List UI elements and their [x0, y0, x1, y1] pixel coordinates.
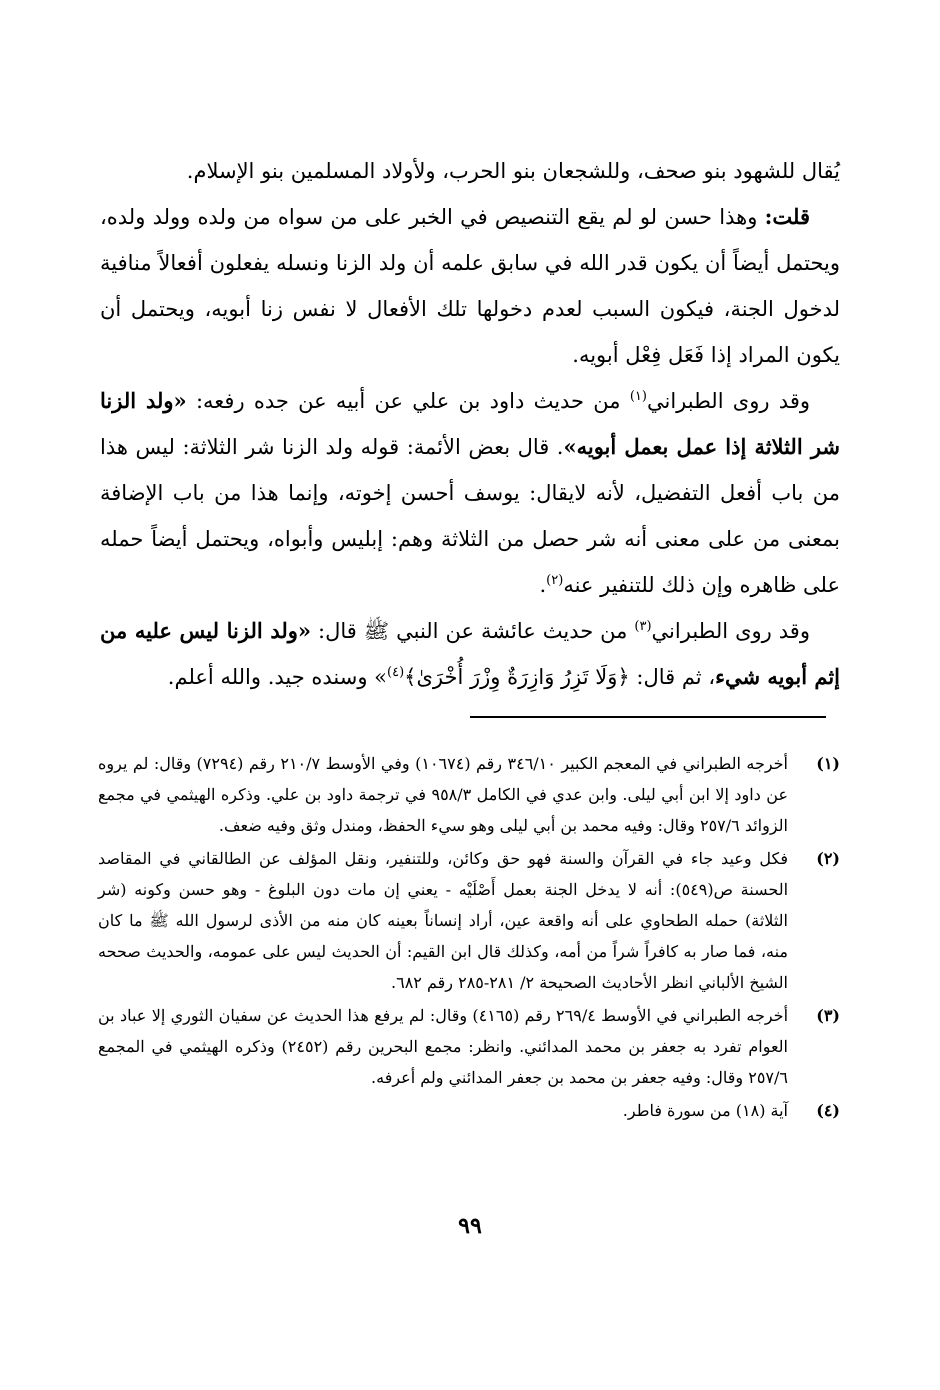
- footnotes: [98, 748, 840, 1128]
- paragraph-2: [100, 194, 840, 378]
- footnote-separator: [470, 716, 826, 718]
- paragraph-3-commentary: . قال بعض الأئمة: قوله ولد الزنا شر الثلاثة: ليس هذا من باب أفعل التفضيل، لأنه لايقال: يوسف أحسن إخوته، وإنما هذا من باب الإضافة بمعنى من على معنى أنه شر حصل من الثلاثة وهم: إبليس وأبواه، ويحتمل أيضاً حمله على ظاهره وإن ذلك للتنفير عنه: [100, 435, 840, 597]
- footnote-ref-3[interactable]: (٣): [634, 619, 652, 634]
- footnote-text: أخرجه الطبراني في الأوسط ٢٦٩/٤ رقم (٤١٦٥) وقال: لم يرفع هذا الحديث عن سفيان الثوري إلا عباد بن العوام تفرد به جعفر بن محمد المدائني. وانظر: مجمع البحرين رقم (٢٤٥٢) وذكره الهيثمي في المجمع ٢٥٧/٦ وقال: وفيه جعفر بن محمد بن جعفر المدائني ولم أعرفه.: [98, 1006, 789, 1087]
- paragraph-4-intro: وقد روى الطبراني: [651, 619, 810, 643]
- main-text-body: [100, 148, 840, 700]
- footnote-text: آية (١٨) من سورة فاطر.: [622, 1101, 788, 1120]
- footnote-1: [98, 748, 840, 841]
- footnote-2: [98, 843, 840, 998]
- paragraph-4-then: ، ثم قال:: [636, 665, 716, 689]
- footnote-number: (٢): [816, 849, 840, 868]
- paragraph-3-end: .: [539, 573, 547, 597]
- footnote-ref-1[interactable]: (١): [629, 389, 647, 404]
- qultu-label: قلت:: [764, 204, 810, 229]
- paragraph-3-intro: وقد روى الطبراني: [646, 389, 810, 413]
- footnote-ref-4[interactable]: (٤): [387, 665, 405, 680]
- footnote-4: [98, 1095, 840, 1126]
- page-number: ٩٩: [458, 1213, 482, 1239]
- quran-verse: ﴿وَلَا تَزِرُ وَازِرَةٌ وِزْرَ أُخْرَىٰ﴾: [404, 665, 630, 689]
- paragraph-4-chain: من حديث عائشة عن النبي ﷺ قال:: [318, 619, 628, 643]
- footnote-ref-2[interactable]: (٢): [546, 573, 564, 588]
- footnote-number: (٤): [816, 1101, 840, 1120]
- paragraph-3-chain: من حديث داود بن علي عن أبيه عن جده رفعه:: [195, 389, 621, 413]
- paragraph-1: [100, 148, 840, 194]
- hadith-quote-2: «ولد الزنا ليس عليه من إثم أبويه شيء: [100, 618, 840, 689]
- paragraph-4-end: » وسنده جيد. والله أعلم.: [167, 665, 388, 689]
- paragraph-1-text: يُقال للشهود بنو صحف، وللشجعان بنو الحرب، ولأولاد المسلمين بنو الإسلام.: [186, 159, 840, 183]
- paragraph-4: [100, 608, 840, 700]
- footnote-number: (١): [816, 754, 840, 773]
- footnote-text: أخرجه الطبراني في المعجم الكبير ٣٤٦/١٠ رقم (١٠٦٧٤) وفي الأوسط ٢١٠/٧ رقم (٧٢٩٤) وقال: لم يروه عن داود إلا ابن أبي ليلى. وابن عدي في الكامل ٩٥٨/٣ في ترجمة داود بن علي. وذكره الهيثمي في مجمع الزوائد ٢٥٧/٦ وقال: وفيه محمد بن أبي ليلى وهو سيء الحفظ، ومندل وثق وفيه ضعف.: [98, 754, 789, 835]
- hadith-quote-1: «ولد الزنا شر الثلاثة إذا عمل بعمل أبويه»: [100, 388, 840, 459]
- paragraph-2-text: وهذا حسن لو لم يقع التنصيص في الخبر على من سواه من ولده وولد ولده، ويحتمل أيضاً أن يكون قدر الله في سابق علمه أن ولد الزنا ونسله يفعلون أفعالاً منافية لدخول الجنة، فيكون السبب لعدم دخولها تلك الأفعال لا نفس زنا أبويه، ويحتمل أن يكون المراد إذا فَعَل فِعْل أبويه.: [100, 205, 840, 367]
- footnote-text: فكل وعيد جاء في القرآن والسنة فهو حق وكائن، وللتنفير، ونقل المؤلف عن الطالقاني في المقاصد الحسنة ص(٥٤٩): أنه لا يدخل الجنة بعمل أَصْلَيْه - يعني إن مات دون البلوغ - وهو حسن وكونه (شر الثلاثة) حمله الطحاوي على أنه واقعة عين، أراد إنساناً بعينه كان منه من الأذى لرسول الله ﷺ ما كان منه، فما صار به كافراً شراً من أمه، وكذلك قال ابن القيم: أن الحديث ليس على عمومه، والحديث صححه الشيخ الألباني انظر الأحاديث الصحيحة ٢/ ٢٨١-٢٨٥ رقم ٦٨٢.: [98, 849, 789, 992]
- footnote-3: [98, 1000, 840, 1093]
- footnote-number: (٣): [816, 1006, 840, 1025]
- paragraph-3: [100, 378, 840, 608]
